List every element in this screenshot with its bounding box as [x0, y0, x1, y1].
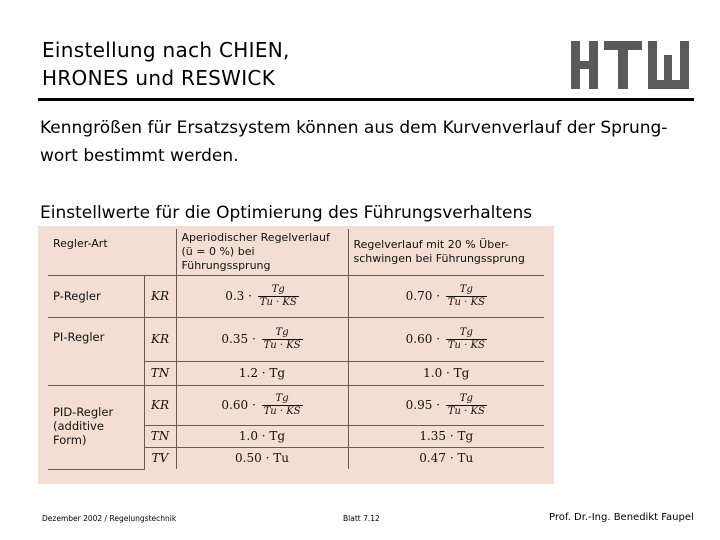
table-row	[48, 275, 544, 317]
frac-den: Tu · KS	[447, 296, 485, 308]
frac-num: Tg	[446, 327, 487, 340]
title-line-1: Einstellung nach CHIEN,	[42, 38, 290, 62]
table-row	[48, 385, 544, 425]
frac-num: Tg	[262, 393, 303, 406]
coef: 0.70 ·	[405, 288, 441, 303]
pid-kr-symbol: KR	[144, 385, 176, 425]
coef: 0.95 ·	[405, 397, 441, 412]
pid-tn-aperiodic: 1.0 · Tg	[176, 425, 348, 447]
p-kr-symbol: KR	[144, 275, 176, 317]
header-aperiodic-line2: (ü = 0 %) bei Führungssprung	[181, 244, 271, 272]
slide-title	[42, 36, 290, 92]
frac-den: Tu · KS	[259, 296, 297, 308]
fraction	[258, 284, 299, 309]
header-aperiodic-line1: Aperiodischer Regelverlauf	[181, 230, 330, 244]
fraction	[262, 393, 303, 418]
pid-tv-overshoot: 0.47 · Tu	[348, 447, 544, 469]
section-subheading: Einstellwerte für die Optimierung des Führungsverhaltens	[40, 203, 533, 223]
fraction	[446, 393, 487, 418]
pi-tn-aperiodic: 1.2 · Tg	[176, 361, 348, 385]
frac-num: Tg	[262, 327, 303, 340]
pi-tn-overshoot: 1.0 · Tg	[348, 361, 544, 385]
pid-kr-aperiodic	[176, 385, 348, 425]
frac-num: Tg	[258, 284, 299, 297]
pid-tn-symbol: TN	[144, 425, 176, 447]
title-divider	[38, 98, 694, 101]
pi-controller-label: PI-Regler	[48, 317, 144, 385]
pi-kr-aperiodic	[176, 317, 348, 361]
frac-num: Tg	[446, 393, 487, 406]
tuning-table-image	[38, 226, 554, 484]
frac-num: Tg	[446, 284, 487, 297]
coef: 0.35 ·	[221, 331, 256, 346]
fraction	[262, 327, 303, 352]
p-kr-overshoot	[348, 275, 544, 317]
footer-author: Prof. Dr.-Ing. Benedikt Faupel	[549, 512, 694, 523]
title-line-2: HRONES und RESWICK	[42, 66, 276, 90]
fraction	[446, 327, 487, 352]
header-overshoot-line2: schwingen bei Führungssprung	[353, 251, 525, 265]
frac-den: Tu · KS	[447, 339, 485, 351]
footer-date-course: Dezember 2002 / Regelungstechnik	[42, 514, 177, 523]
pid-label-line2: (additive Form)	[53, 418, 104, 447]
pid-controller-label	[48, 385, 144, 469]
coef: 0.60 ·	[221, 397, 256, 412]
p-kr-aperiodic	[176, 275, 348, 317]
pi-kr-overshoot	[348, 317, 544, 361]
htw-logo	[571, 41, 691, 89]
frac-den: Tu · KS	[263, 339, 301, 351]
tuning-table	[48, 229, 544, 470]
pid-kr-overshoot	[348, 385, 544, 425]
p-controller-label: P-Regler	[48, 275, 144, 317]
coef: 0.60 ·	[405, 331, 441, 346]
pid-label-line1: PID-Regler	[53, 404, 114, 419]
footer-page: Blatt 7.12	[343, 514, 380, 523]
coef: 0.3 ·	[225, 288, 252, 303]
header-overshoot	[348, 229, 544, 275]
fraction	[446, 284, 487, 309]
intro-text: Kenngrößen für Ersatzsystem können aus dem Kurvenverlauf der Sprung-wort bestimmt werden.	[40, 118, 668, 166]
pi-tn-symbol: TN	[144, 361, 176, 385]
header-aperiodic	[176, 229, 348, 275]
frac-den: Tu · KS	[263, 405, 301, 417]
frac-den: Tu · KS	[447, 405, 485, 417]
pid-tv-symbol: TV	[144, 447, 176, 469]
pid-tv-aperiodic: 0.50 · Tu	[176, 447, 348, 469]
table-row	[48, 317, 544, 361]
pid-tn-overshoot: 1.35 · Tg	[348, 425, 544, 447]
pi-kr-symbol: KR	[144, 317, 176, 361]
header-overshoot-line1: Regelverlauf mit 20 % Über-	[353, 237, 509, 251]
header-controller-type: Regler-Art	[48, 229, 176, 275]
